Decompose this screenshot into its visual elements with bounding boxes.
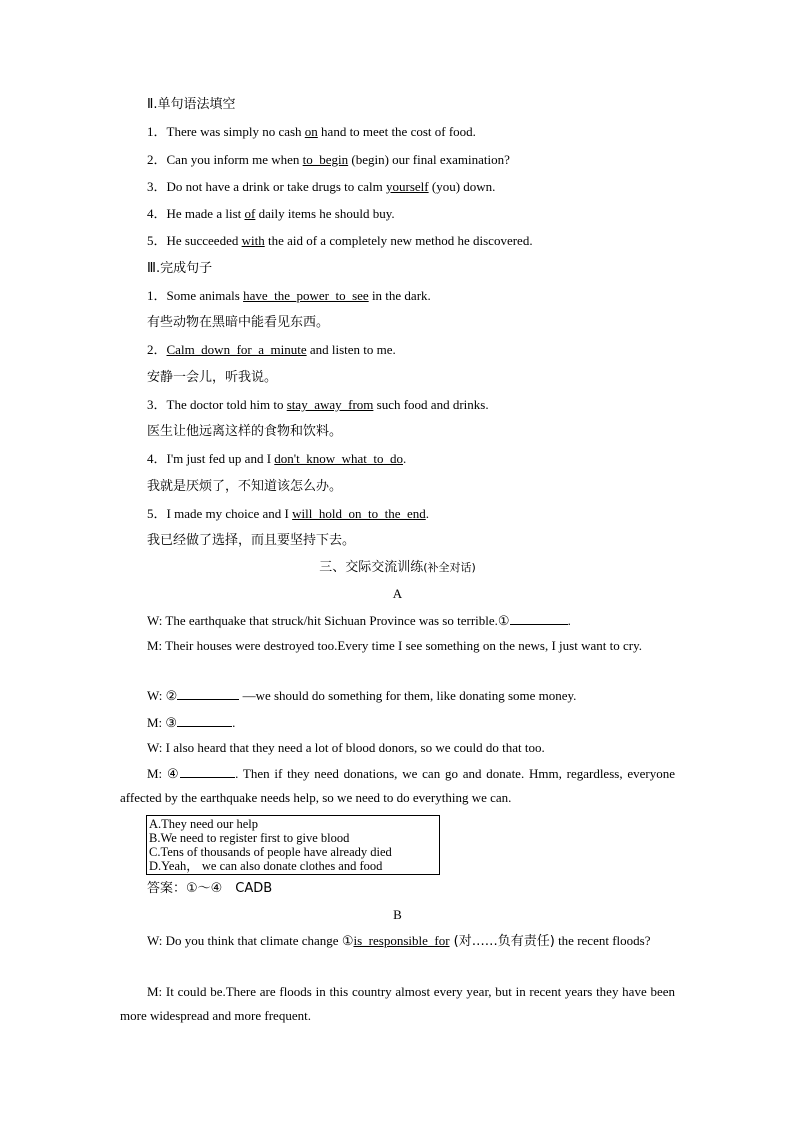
answer-blank — [177, 687, 239, 700]
dialogue-b-line-1 — [120, 929, 675, 954]
sentence-item-4 — [147, 451, 406, 467]
grammar-item-2 — [147, 152, 510, 168]
sentence-item-3 — [147, 397, 489, 413]
dialogue-b-label: B — [393, 907, 402, 922]
item-answer: don't_know_what_to_do — [274, 451, 404, 466]
dialogue-a-line-3 — [147, 687, 576, 704]
item-number: 3． — [147, 179, 167, 194]
item-number: 4． — [147, 451, 167, 466]
item-text: Some animals — [166, 288, 244, 303]
dialogue-a-line-2: M: Their houses were destroyed too.Every time I see something on the news, I just want to cry. — [147, 638, 642, 653]
item-text: There was simply no cash — [166, 124, 305, 139]
dialogue-answer: is_responsible_for — [353, 933, 450, 948]
item-answer: to_begin — [302, 152, 349, 167]
sentence-translation-2: 安静一会儿，听我说。 — [147, 370, 278, 385]
option-c: C.Tens of thousands of people have already died — [149, 845, 392, 859]
dialogue-a-line-5: W: I also heard that they need a lot of blood donors, so we could do that too. — [147, 740, 545, 755]
item-number: 2． — [147, 342, 167, 357]
option-a: A.They need our help — [149, 817, 258, 831]
dialogue-text: M: ③ — [147, 715, 178, 730]
item-number: 3． — [147, 397, 167, 412]
item-number: 1． — [147, 124, 167, 139]
dialogue-text: M: ④ — [147, 766, 181, 781]
dialogue-text: the recent floods? — [554, 933, 651, 948]
sentence-translation-1: 有些动物在黑暗中能看见东西。 — [147, 315, 330, 330]
item-text: Can you inform me when — [166, 152, 303, 167]
item-number: 2． — [147, 152, 167, 167]
item-answer: stay_away_from — [286, 397, 374, 412]
item-answer: Calm_down_for_a_minute — [166, 342, 307, 357]
sentence-translation-3: 医生让他远离这样的食物和饮料。 — [147, 424, 343, 439]
dialogue-text: W: Do you think that climate change ① — [147, 933, 354, 948]
item-text: such food and drinks. — [373, 397, 489, 412]
item-number: 1． — [147, 288, 167, 303]
part-title-dialogue — [120, 560, 675, 576]
item-answer: yourself — [386, 179, 429, 194]
item-answer: with — [241, 233, 265, 248]
item-text: hand to meet the cost of food. — [317, 124, 476, 139]
item-answer: have_the_power_to_see — [243, 288, 369, 303]
item-number: 4． — [147, 206, 167, 221]
item-text: daily items he should buy. — [255, 206, 395, 221]
dialogue-b-line-2: M: It could be.There are floods in this country almost every year, but in recent years they have been more widespread and more frequent. — [120, 984, 675, 1023]
part-subtitle-text: (补全对话) — [423, 561, 476, 574]
item-text: in the dark. — [368, 288, 431, 303]
grammar-item-4 — [147, 206, 395, 222]
section-title-sentences: Ⅲ.完成句子 — [147, 261, 213, 276]
part-title-text: 三、交际交流训练 — [319, 560, 424, 575]
item-text: (you) down. — [428, 179, 496, 194]
section-title-grammar: Ⅱ.单句语法填空 — [147, 97, 236, 112]
grammar-item-5 — [147, 233, 533, 249]
dialogue-text: W: The earthquake that struck/hit Sichuan Province was so terrible.① — [147, 613, 510, 628]
dialogue-hint: (对……负有责任) — [449, 934, 555, 949]
dialogue-text: —we should do something for them, like donating some money. — [239, 688, 577, 703]
options-box — [146, 815, 440, 875]
answer-blank — [510, 612, 568, 625]
sentence-item-2 — [147, 342, 396, 358]
item-text: I made my choice and I — [166, 506, 293, 521]
item-text: He made a list — [166, 206, 245, 221]
item-text: (begin) our final examination? — [348, 152, 510, 167]
item-answer: of — [244, 206, 256, 221]
sentence-item-5 — [147, 506, 429, 522]
answer-key: 答案：①～④ CADB — [147, 881, 273, 896]
item-text: The doctor told him to — [166, 397, 287, 412]
grammar-item-3 — [147, 179, 495, 195]
dialogue-text: . Then if they need donations, we can go and donate. Hmm, regardless, everyone affected by the earthquake needs help, so we need to do everything we can. — [120, 766, 675, 805]
item-text: and listen to me. — [306, 342, 396, 357]
item-text: He succeeded — [166, 233, 242, 248]
item-answer: will_hold_on_to_the_end — [292, 506, 426, 521]
item-text: the aid of a completely new method he discovered. — [264, 233, 533, 248]
item-text: . — [425, 506, 429, 521]
item-answer: on — [304, 124, 318, 139]
dialogue-a-line-6 — [120, 762, 675, 810]
dialogue-text: W: ② — [147, 688, 178, 703]
item-text: I'm just fed up and I — [166, 451, 275, 466]
option-b: B.We need to register first to give blood — [149, 831, 350, 845]
dialogue-a-line-1: W: The earthquake that struck/hit Sichuan Province was so terrible.① . — [147, 613, 571, 628]
answer-blank — [177, 714, 232, 727]
option-d: D.Yeah， we can also donate clothes and food — [149, 859, 383, 873]
item-text: . — [403, 451, 407, 466]
item-text: Do not have a drink or take drugs to calm — [166, 179, 387, 194]
item-number: 5． — [147, 233, 167, 248]
grammar-item-1 — [147, 124, 476, 140]
answer-blank — [180, 765, 235, 778]
item-number: 5． — [147, 506, 167, 521]
sentence-translation-4: 我就是厌烦了，不知道该怎么办。 — [147, 479, 343, 494]
dialogue-a-label: A — [392, 586, 403, 601]
dialogue-a-line-4: M: ③ . — [147, 715, 236, 730]
sentence-item-1 — [147, 288, 431, 304]
sentence-translation-5: 我已经做了选择，而且要坚持下去。 — [147, 533, 356, 548]
